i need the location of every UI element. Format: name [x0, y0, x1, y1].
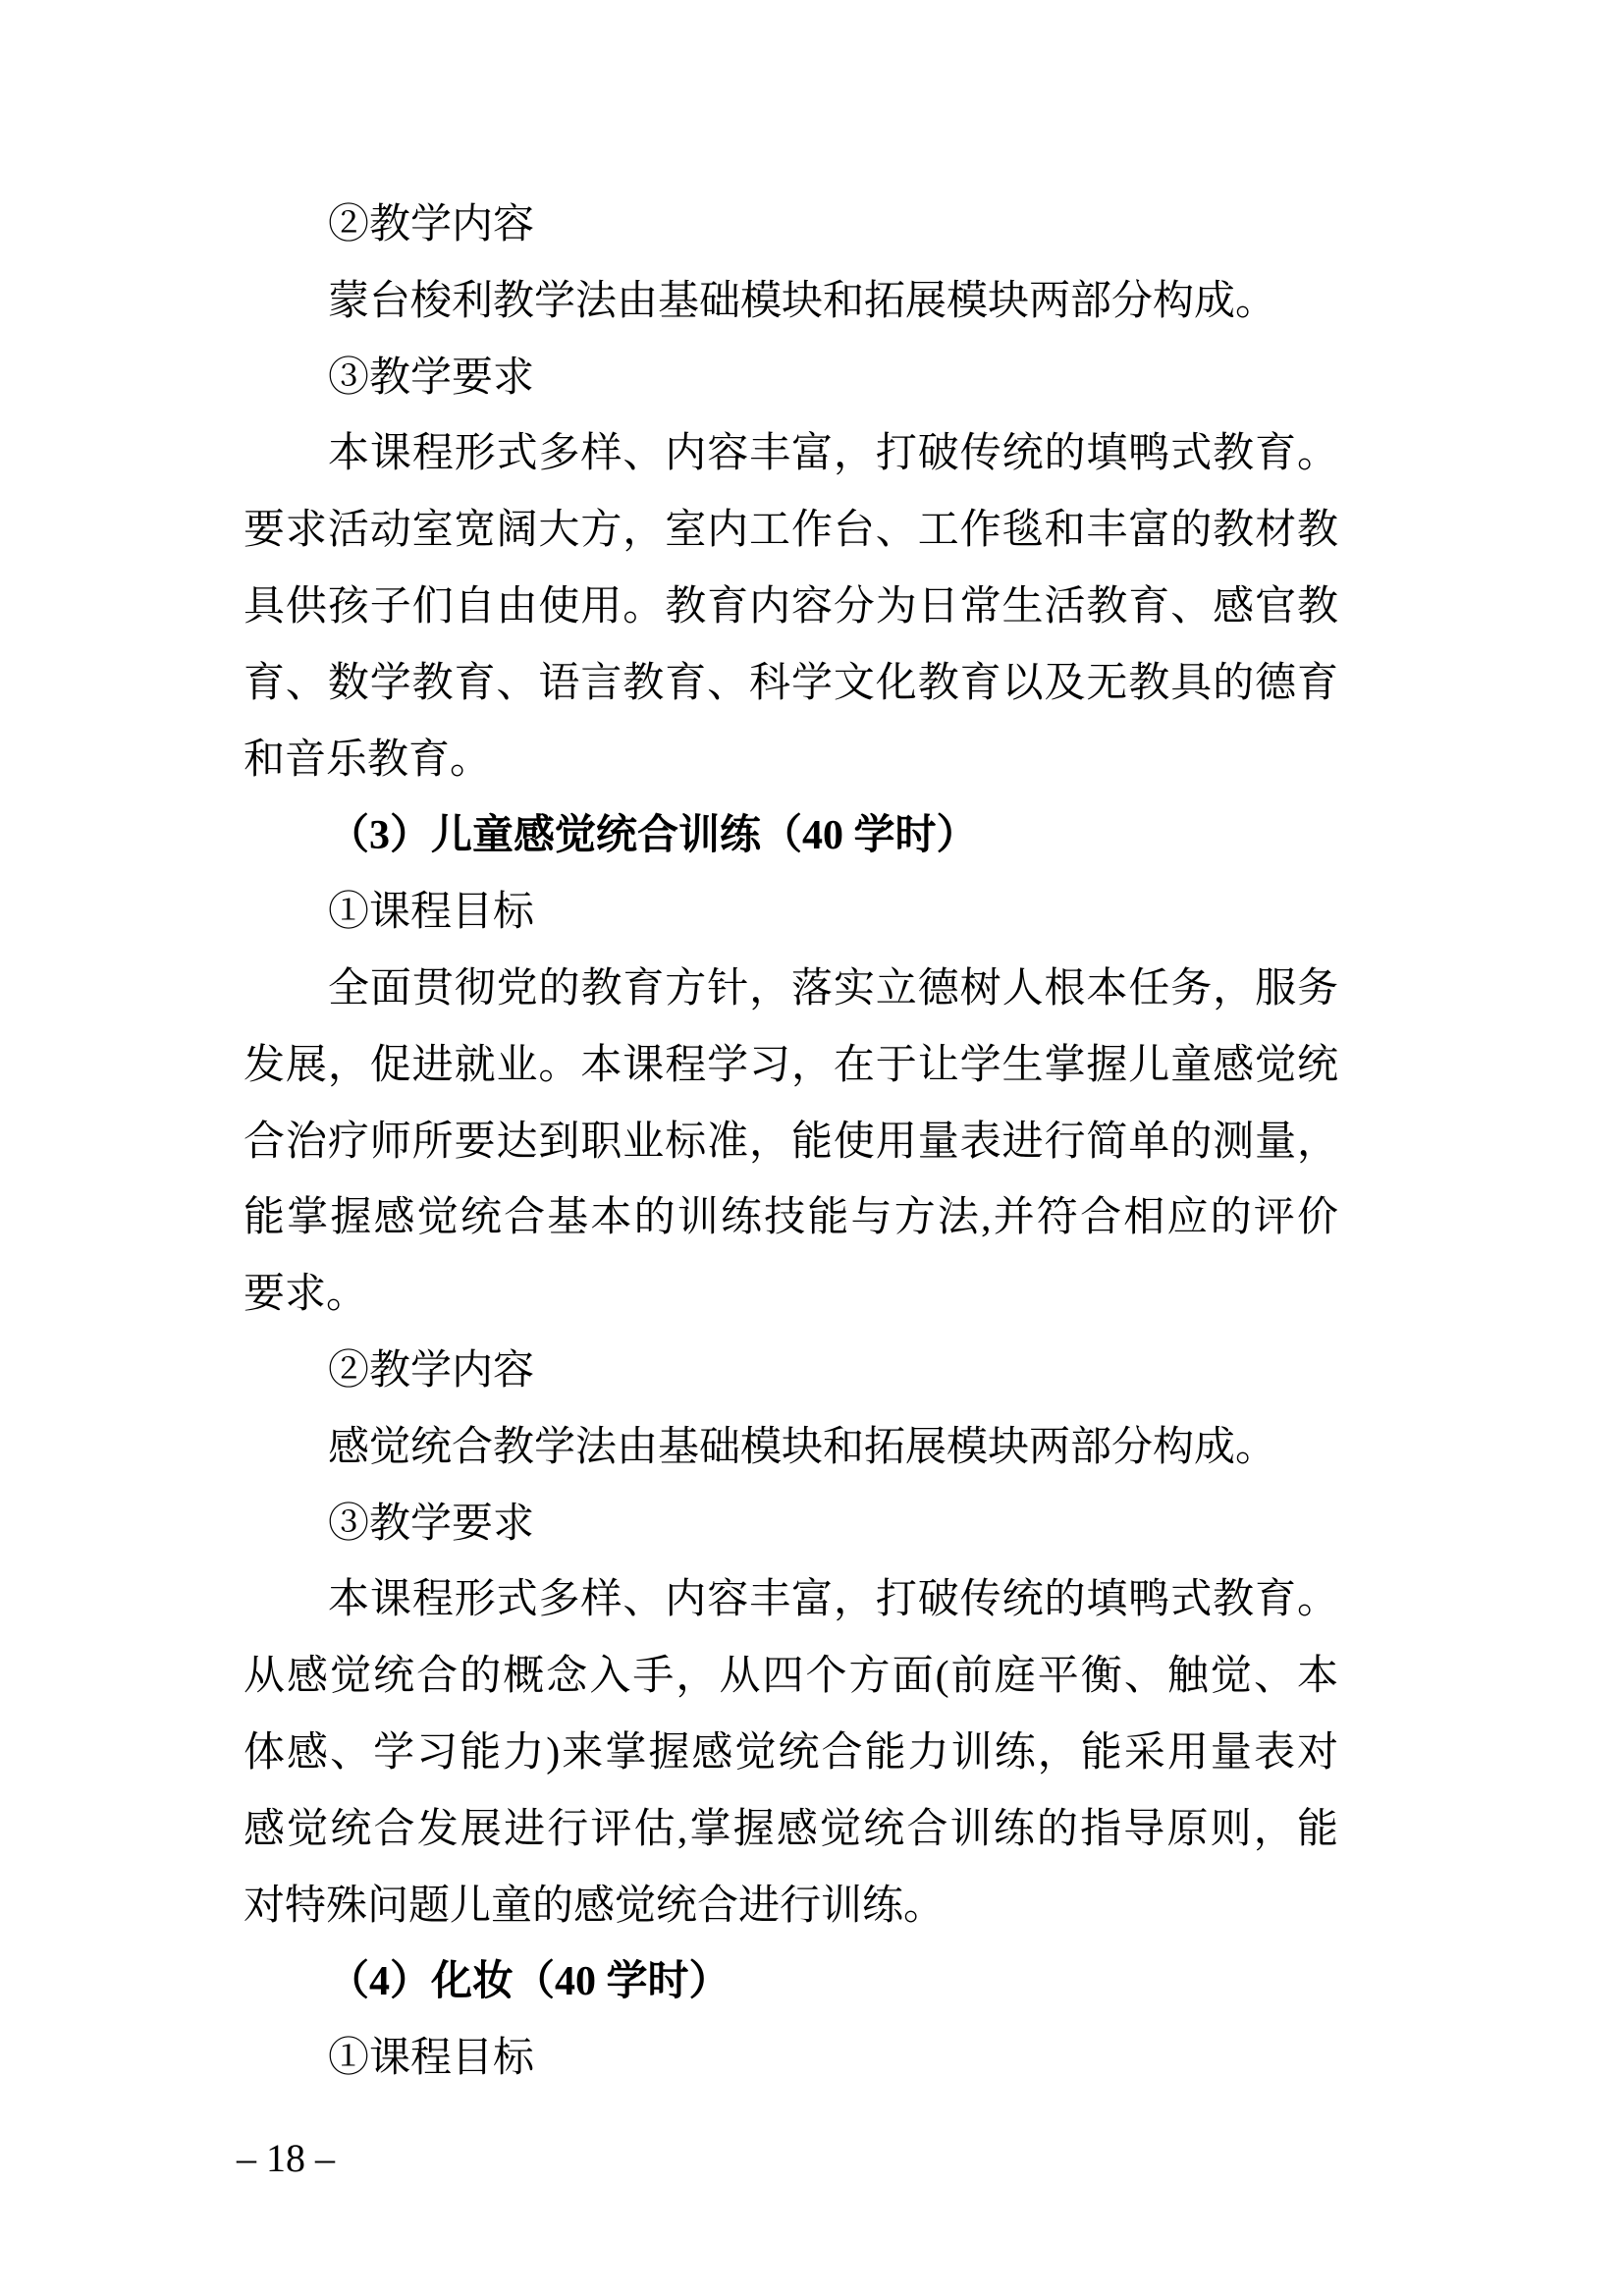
page-number: – 18 –: [237, 2136, 335, 2180]
text-line: 育、数学教育、语言教育、科学文化教育以及无教具的德育: [243, 660, 1338, 706]
text-line: 和音乐教育。: [243, 737, 492, 783]
text-line: 要求。: [243, 1272, 368, 1318]
heading-line: （4）化妆（40 学时）: [328, 1959, 730, 2005]
text-line: 具供孩子们自由使用。教育内容分为日常生活教育、感官教: [243, 583, 1338, 629]
text-line: 本课程形式多样、内容丰富，打破传统的填鸭式教育。: [328, 1577, 1338, 1623]
text-line: 从感觉统合的概念入手，从四个方面(前庭平衡、触觉、本: [243, 1654, 1338, 1700]
text-line: 本课程形式多样、内容丰富，打破传统的填鸭式教育。: [328, 431, 1338, 477]
text-line: ②教学内容: [328, 202, 535, 247]
text-line: 合治疗师所要达到职业标准，能使用量表进行简单的测量，: [243, 1119, 1338, 1165]
text-line: 感觉统合发展进行评估,掌握感觉统合训练的指导原则，能: [243, 1806, 1338, 1852]
text-line: ③教学要求: [328, 355, 535, 401]
text-line: ②教学内容: [328, 1347, 535, 1394]
text-line: ①课程目标: [328, 890, 535, 936]
text-line: 发展，促进就业。本课程学习，在于让学生掌握儿童感觉统: [243, 1042, 1338, 1088]
text-line: ①课程目标: [328, 2036, 535, 2082]
text-line: 全面贯彻党的教育方针，落实立德树人根本任务，服务: [328, 965, 1338, 1011]
heading-line: （3）儿童感觉统合训练（40 学时）: [328, 813, 978, 859]
text-line: 要求活动室宽阔大方，室内工作台、工作毯和丰富的教材教: [243, 508, 1338, 554]
text-line: 蒙台梭利教学法由基础模块和拓展模块两部分构成。: [328, 278, 1277, 324]
text-line: 能掌握感觉统合基本的训练技能与方法,并符合相应的评价: [243, 1195, 1338, 1241]
text-line: 对特殊问题儿童的感觉统合进行训练。: [243, 1883, 946, 1929]
text-line: ③教学要求: [328, 1501, 535, 1547]
text-line: 感觉统合教学法由基础模块和拓展模块两部分构成。: [328, 1424, 1277, 1470]
text-line: 体感、学习能力)来掌握感觉统合能力训练，能采用量表对: [243, 1729, 1338, 1776]
document-body: [243, 188, 1338, 2098]
